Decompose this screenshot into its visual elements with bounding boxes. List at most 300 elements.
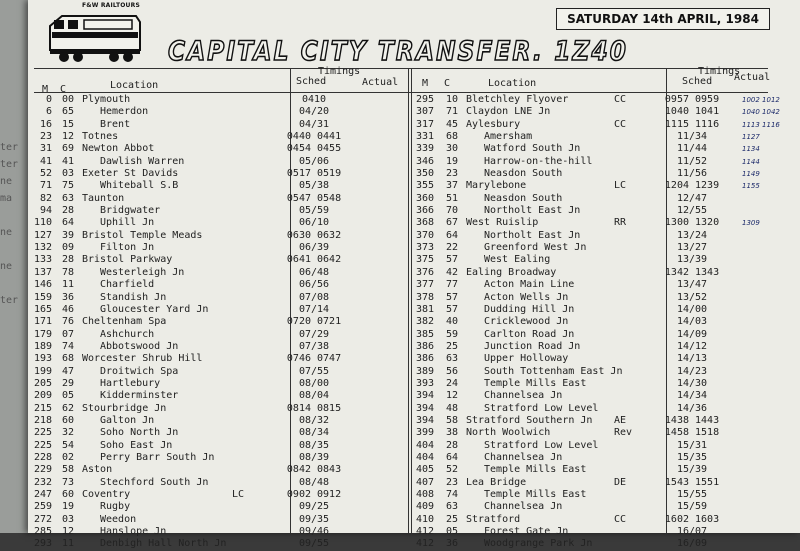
row-c: 22: [445, 242, 458, 254]
timetable-row: [412, 427, 800, 439]
row-m: 378: [415, 291, 434, 303]
timetable-row: [412, 143, 800, 155]
row-name: Charfield: [100, 279, 155, 291]
row-c: 07: [61, 328, 74, 340]
row-c: 28: [61, 254, 74, 266]
timetable-row: [412, 341, 800, 353]
timetable-row: [32, 353, 404, 365]
row-sched: 07/55: [298, 365, 330, 377]
row-sched: 15/59: [676, 501, 708, 513]
row-c: 41: [61, 155, 74, 167]
row-name: Hemerdon: [100, 106, 149, 118]
row-name: Temple Mills East: [484, 377, 587, 389]
row-c: 03: [61, 513, 74, 525]
row-sched: 07/08: [298, 291, 330, 303]
row-m: 360: [415, 192, 434, 204]
adjacent-page-fragment: ma: [0, 193, 13, 204]
timetable-row: [412, 378, 800, 390]
row-c: 47: [61, 365, 74, 377]
timetable-row: [32, 106, 404, 118]
row-m: 179: [33, 328, 52, 340]
row-m: 0: [45, 94, 52, 105]
timetable-row: [412, 366, 800, 378]
row-name: Galton Jn: [100, 414, 155, 426]
row-c: 05: [445, 526, 458, 538]
timetable-row: [32, 452, 404, 464]
row-name: Stratford Southern Jn: [466, 414, 593, 426]
adjacent-page-edge: [0, 0, 28, 533]
row-name: Coventry: [82, 489, 131, 500]
adjacent-page-fragment: ter: [0, 295, 19, 306]
row-name: Acton Main Line: [484, 279, 575, 291]
row-name: Forest Gate Jn: [484, 526, 569, 538]
center-divider: [408, 68, 409, 533]
row-m: 199: [33, 365, 52, 377]
row-c: 28: [445, 439, 458, 451]
row-sched: 0517 0519: [286, 168, 342, 180]
row-sched: 13/27: [676, 242, 708, 254]
timetable-row: [32, 304, 404, 316]
row-sched: 07/29: [298, 328, 330, 340]
row-name: Northolt East Jn: [484, 229, 581, 241]
row-sched: 14/03: [676, 316, 708, 328]
row-sched: 14/13: [676, 353, 708, 365]
row-c: 32: [61, 427, 74, 439]
timetable-row: [32, 254, 404, 266]
row-code: RR: [614, 217, 627, 229]
timetable-row: [32, 180, 404, 192]
row-sched: 08/32: [298, 414, 330, 426]
row-m: 295: [415, 94, 434, 105]
row-c: 12: [61, 131, 74, 143]
timetable-row: [32, 143, 404, 155]
row-sched: 15/31: [676, 439, 708, 451]
row-actual: 1134: [742, 145, 760, 154]
row-m: 370: [415, 229, 434, 241]
row-c: 28: [61, 205, 74, 217]
row-m: 346: [415, 155, 434, 167]
timetable-row: [412, 230, 800, 242]
row-sched: 0630 0632: [286, 229, 342, 241]
row-c: 37: [445, 180, 458, 192]
row-m: 368: [415, 217, 434, 229]
row-sched: 07/14: [298, 303, 330, 315]
row-name: Uphill Jn: [100, 217, 155, 229]
timetable-row: [32, 168, 404, 180]
timetable-row: [32, 131, 404, 143]
locomotive-logo: [44, 4, 144, 64]
timetable-row: [412, 94, 800, 106]
timetable-row: [412, 329, 800, 341]
row-name: Watford South Jn: [484, 143, 581, 155]
row-sched: 1458 1518: [664, 427, 720, 439]
row-m: 394: [415, 414, 434, 426]
row-c: 68: [61, 353, 74, 365]
row-c: 48: [445, 402, 458, 414]
row-m: 381: [415, 303, 434, 315]
row-m: 399: [415, 427, 434, 439]
row-m: 339: [415, 143, 434, 155]
row-c: 63: [61, 192, 74, 204]
row-name: Stourbridge Jn: [82, 402, 167, 414]
row-m: 6: [45, 106, 52, 118]
row-sched: 04/20: [298, 106, 330, 118]
row-sched: 14/00: [676, 303, 708, 315]
row-name: Soho North Jn: [100, 427, 179, 439]
row-actual: 1127: [742, 133, 760, 142]
timetable-row: [412, 106, 800, 118]
row-name: Northolt East Jn: [484, 205, 581, 217]
row-sched: 0842 0843: [286, 464, 342, 476]
row-name: Stratford Low Level: [484, 439, 599, 451]
row-m: 409: [415, 501, 434, 513]
timetable-row: [32, 538, 404, 550]
row-m: 412: [415, 538, 434, 550]
row-m: 165: [33, 303, 52, 315]
row-sched: 1204 1239: [664, 180, 720, 192]
row-c: 10: [445, 94, 458, 105]
timetable-row: [412, 304, 800, 316]
right-timetable-column: [412, 94, 800, 551]
row-c: 74: [445, 489, 458, 500]
timetable-row: [412, 292, 800, 304]
row-name: Aylesbury: [466, 118, 521, 130]
row-name: Rugby: [100, 501, 131, 513]
row-name: Aston: [82, 464, 113, 476]
header-actual-right: Actual: [734, 72, 771, 83]
row-name: Hartlebury: [100, 377, 161, 389]
row-name: North Woolwich: [466, 427, 551, 439]
timetable-row: [32, 341, 404, 353]
row-sched: 16/07: [676, 526, 708, 538]
row-sched: 11/34: [676, 131, 708, 143]
row-m: 215: [33, 402, 52, 414]
row-name: Bristol Temple Meads: [82, 229, 203, 241]
row-sched: 14/23: [676, 365, 708, 377]
row-sched: 11/52: [676, 155, 708, 167]
row-m: 209: [33, 390, 52, 402]
row-c: 42: [445, 266, 458, 278]
row-actual: 1040 1042: [742, 108, 780, 117]
row-name: Totnes: [82, 131, 119, 143]
row-name: West Ruislip: [466, 217, 539, 229]
timetable-row: [412, 501, 800, 513]
row-sched: 14/30: [676, 377, 708, 389]
row-name: Channelsea Jn: [484, 451, 563, 463]
row-c: 64: [61, 217, 74, 229]
row-c: 15: [61, 118, 74, 130]
row-name: Westerleigh Jn: [100, 266, 185, 278]
row-c: 71: [445, 106, 458, 118]
date-box: SATURDAY 14th APRIL, 1984: [556, 8, 770, 30]
row-sched: 0547 0548: [286, 192, 342, 204]
row-name: Plymouth: [82, 94, 131, 105]
row-c: 57: [445, 303, 458, 315]
row-c: 67: [445, 217, 458, 229]
row-sched: 16/09: [676, 538, 708, 550]
row-sched: 13/52: [676, 291, 708, 303]
row-sched: 14/09: [676, 328, 708, 340]
timetable-row: [32, 292, 404, 304]
timetable-row: [412, 254, 800, 266]
row-name: Weedon: [100, 513, 137, 525]
row-sched: 08/48: [298, 476, 330, 488]
row-m: 408: [415, 489, 434, 500]
row-name: Upper Holloway: [484, 353, 569, 365]
timetable-row: [32, 415, 404, 427]
row-c: 63: [445, 353, 458, 365]
row-m: 376: [415, 266, 434, 278]
row-c: 46: [61, 303, 74, 315]
row-m: 317: [415, 118, 434, 130]
row-m: 386: [415, 340, 434, 352]
row-m: 373: [415, 242, 434, 254]
row-name: Stechford South Jn: [100, 476, 209, 488]
row-m: 386: [415, 353, 434, 365]
row-name: Cheltenham Spa: [82, 316, 167, 328]
row-c: 38: [445, 427, 458, 439]
row-name: Dawlish Warren: [100, 155, 185, 167]
logo-text: F&W RAILTOURS: [82, 2, 140, 9]
row-sched: 05/06: [298, 155, 330, 167]
timetable-row: [412, 452, 800, 464]
row-sched: 13/24: [676, 229, 708, 241]
row-sched: 1543 1551: [664, 476, 720, 488]
row-m: 82: [39, 192, 52, 204]
timetable-row: [412, 415, 800, 427]
row-name: Taunton: [82, 192, 125, 204]
row-c: 19: [61, 501, 74, 513]
timetable-row: [32, 403, 404, 415]
row-code: LC: [232, 489, 245, 500]
timetable-row: [32, 242, 404, 254]
row-m: 225: [33, 427, 52, 439]
row-c: 57: [445, 254, 458, 266]
row-sched: 04/31: [298, 118, 330, 130]
row-c: 77: [445, 279, 458, 291]
row-m: 132: [33, 242, 52, 254]
row-name: Droitwich Spa: [100, 365, 179, 377]
row-code: DE: [614, 476, 627, 488]
row-c: 11: [61, 538, 74, 550]
row-c: 03: [61, 168, 74, 180]
row-code: AE: [614, 414, 627, 426]
row-sched: 15/39: [676, 464, 708, 476]
row-c: 40: [445, 316, 458, 328]
row-c: 00: [61, 94, 74, 105]
row-sched: 0440 0441: [286, 131, 342, 143]
row-name: Temple Mills East: [484, 464, 587, 476]
row-actual: 1113 1116: [742, 120, 780, 129]
row-name: Kidderminster: [100, 390, 179, 402]
timetable-row: [32, 156, 404, 168]
row-c: 75: [61, 180, 74, 192]
row-name: Junction Road Jn: [484, 340, 581, 352]
row-sched: 06/48: [298, 266, 330, 278]
row-name: Brent: [100, 118, 131, 130]
row-name: Claydon LNE Jn: [466, 106, 551, 118]
row-m: 382: [415, 316, 434, 328]
row-sched: 08/39: [298, 451, 330, 463]
header-m-left: M: [42, 84, 49, 95]
row-m: 377: [415, 279, 434, 291]
row-m: 407: [415, 476, 434, 488]
header-location-right: Location: [488, 78, 537, 89]
row-m: 31: [39, 143, 52, 155]
row-sched: 0746 0747: [286, 353, 342, 365]
row-c: 73: [61, 476, 74, 488]
timetable-row: [412, 180, 800, 192]
row-sched: 06/10: [298, 217, 330, 229]
row-name: Stratford Low Level: [484, 402, 599, 414]
row-c: 76: [61, 316, 74, 328]
row-c: 63: [445, 501, 458, 513]
row-name: Cricklewood Jn: [484, 316, 569, 328]
row-sched: 1115 1116: [664, 118, 720, 130]
row-m: 225: [33, 439, 52, 451]
adjacent-page-fragment: ter: [0, 159, 19, 170]
row-m: 189: [33, 340, 52, 352]
row-name: South Tottenham East Jn: [484, 365, 623, 377]
header-c-right: C: [444, 78, 451, 89]
row-m: 16: [39, 118, 52, 130]
row-sched: 12/55: [676, 205, 708, 217]
row-name: Exeter St Davids: [82, 168, 179, 180]
row-c: 30: [445, 143, 458, 155]
timetable-row: [412, 279, 800, 291]
row-c: 02: [61, 451, 74, 463]
row-sched: 1342 1343: [664, 266, 720, 278]
row-actual: 1155: [742, 182, 760, 191]
row-c: 29: [61, 377, 74, 389]
timetable-row: [412, 217, 800, 229]
row-c: 60: [61, 414, 74, 426]
row-name: Lea Bridge: [466, 476, 527, 488]
timetable-row: [412, 489, 800, 501]
row-c: 12: [445, 390, 458, 402]
header-m-right: M: [422, 78, 429, 89]
row-code: Rev: [614, 427, 633, 439]
row-sched: 05/59: [298, 205, 330, 217]
row-sched: 0720 0721: [286, 316, 342, 328]
row-name: Ealing Broadway: [466, 266, 557, 278]
row-name: Greenford West Jn: [484, 242, 587, 254]
row-sched: 14/34: [676, 390, 708, 402]
row-c: 70: [445, 205, 458, 217]
row-c: 60: [61, 489, 74, 500]
timetable-row: [32, 329, 404, 341]
left-timetable-column: [32, 94, 404, 551]
row-m: 247: [33, 489, 52, 500]
row-actual: 1144: [742, 157, 760, 166]
row-c: 68: [445, 131, 458, 143]
row-c: 78: [61, 266, 74, 278]
row-m: 23: [39, 131, 52, 143]
page-title: CAPITAL CITY TRANSFER. 1Z40: [168, 36, 629, 67]
timetable-row: [412, 538, 800, 550]
timetable-row: [412, 156, 800, 168]
row-m: 293: [33, 538, 52, 550]
row-m: 94: [39, 205, 52, 217]
row-c: 05: [61, 390, 74, 402]
header-timings-left: Timings: [318, 66, 361, 77]
row-c: 64: [445, 229, 458, 241]
timetable-row: [32, 378, 404, 390]
timetable-row: [32, 366, 404, 378]
row-m: 394: [415, 402, 434, 414]
timetable-row: [412, 205, 800, 217]
row-m: 410: [415, 513, 434, 525]
row-sched: 09/46: [298, 526, 330, 538]
timetable-row: [32, 316, 404, 328]
row-c: 64: [445, 451, 458, 463]
row-m: 285: [33, 526, 52, 538]
row-name: Temple Mills East: [484, 489, 587, 500]
row-name: Dudding Hill Jn: [484, 303, 575, 315]
row-m: 71: [39, 180, 52, 192]
header-timings-right: Timings: [698, 66, 741, 77]
row-name: Newton Abbot: [82, 143, 155, 155]
row-c: 56: [445, 365, 458, 377]
row-name: Denbigh Hall North Jn: [100, 538, 227, 550]
row-c: 19: [445, 155, 458, 167]
row-name: Harrow-on-the-hill: [484, 155, 593, 167]
row-c: 65: [61, 106, 74, 118]
row-sched: 13/39: [676, 254, 708, 266]
row-name: Filton Jn: [100, 242, 155, 254]
row-c: 36: [61, 291, 74, 303]
header-c-left: C: [60, 84, 67, 95]
timetable-row: [32, 440, 404, 452]
row-name: Soho East Jn: [100, 439, 173, 451]
header-actual-left: Actual: [362, 77, 399, 88]
timetable-row: [32, 501, 404, 513]
row-name: Stratford: [466, 513, 521, 525]
row-sched: 14/12: [676, 340, 708, 352]
row-sched: 09/55: [298, 538, 330, 550]
timetable-row: [32, 217, 404, 229]
timetable-row: [412, 353, 800, 365]
row-m: 307: [415, 106, 434, 118]
row-sched: 06/56: [298, 279, 330, 291]
row-sched: 09/25: [298, 501, 330, 513]
row-name: West Ealing: [484, 254, 551, 266]
row-c: 74: [61, 340, 74, 352]
row-name: Neasdon South: [484, 192, 563, 204]
row-code: LC: [614, 180, 627, 192]
timetable-row: [412, 514, 800, 526]
row-m: 205: [33, 377, 52, 389]
row-name: Channelsea Jn: [484, 390, 563, 402]
row-name: Gloucester Yard Jn: [100, 303, 209, 315]
timetable-row: [32, 267, 404, 279]
row-sched: 1300 1320: [664, 217, 720, 229]
row-sched: 13/47: [676, 279, 708, 291]
timetable-row: [32, 477, 404, 489]
row-c: 51: [445, 192, 458, 204]
row-sched: 1438 1443: [664, 414, 720, 426]
row-sched: 0641 0642: [286, 254, 342, 266]
row-m: 405: [415, 464, 434, 476]
row-name: Neasdon South: [484, 168, 563, 180]
row-c: 24: [445, 377, 458, 389]
timetable-row: [412, 119, 800, 131]
timetable-row: [412, 193, 800, 205]
row-name: Woodgrange Park Jn: [484, 538, 593, 550]
row-actual: 1309: [742, 219, 760, 228]
timetable-row: [32, 279, 404, 291]
timetable-row: [412, 267, 800, 279]
